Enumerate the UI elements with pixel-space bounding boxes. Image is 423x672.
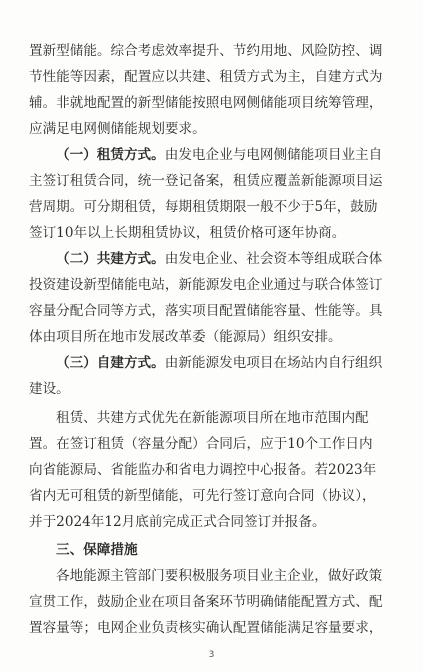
text-span: 由发电企业与电网侧储能项目业主自 <box>164 147 383 163</box>
text-span: 由发电企业、社会资本等组成联合体 <box>164 251 383 267</box>
text-line: 各地能源主管部门要积极服务项目业主企业，做好政策 <box>56 568 383 584</box>
paragraph-self-build-first-line <box>56 353 397 373</box>
text-line: 主签订租赁合同，统一登记备案，租赁应覆盖新能源项目运 <box>29 173 383 189</box>
text-line: 建设。 <box>29 381 70 397</box>
text-line: 向省能源局、省能监办和省电力调控中心报备。若2023年 <box>29 462 377 478</box>
text-line: 容量分配合同等方式，落实项目配置储能容量、性能等。具 <box>29 303 383 319</box>
text-line: 置。在签订租赁（容量分配）合同后，应于10个工作日内 <box>29 436 373 452</box>
text-line: 营周期。可分期租赁，每期租赁期限一般不少于5年，鼓励 <box>29 199 378 215</box>
text-line: 置新型储能。综合考虑效率提升、节约用地、风险防控、调 <box>29 43 383 59</box>
text-line: 投资建设新型储能电站，新能源发电企业通过与联合体签订 <box>29 277 383 293</box>
page-number: 3 <box>208 650 215 660</box>
text-line: 节性能等因素，配置应以共建、租赁方式为主，自建方式为 <box>29 69 383 85</box>
paragraph-rental-first-line <box>56 145 397 165</box>
text-line: 应满足电网侧储能规划要求。 <box>29 121 206 137</box>
text-line: 省内无可租赁的新型储能，可先行签订意向合同（协议）， <box>29 488 376 504</box>
self-build-label: （三）自建方式。 <box>56 355 165 371</box>
text-line: 体由项目所在地市发展改革委（能源局）组织安排。 <box>29 329 342 345</box>
text-line: 宣贯工作，鼓励企业在项目备案环节明确储能配置方式、配 <box>29 594 383 610</box>
text-line: 并于2024年12月底前完成正式合同签订并报备。 <box>29 514 326 530</box>
text-line: 辅。非就地配置的新型储能按照电网侧储能项目统筹管理， <box>29 95 383 111</box>
section-heading: 三、保障措施 <box>56 542 138 558</box>
text-line: 签订10年以上长期租赁协议，租赁价格可逐年协商。 <box>29 225 346 241</box>
text-span: 由新能源发电项目在场站内自行组织 <box>164 355 383 371</box>
text-line: 置容量等；电网企业负责核实确认配置储能满足容量要求， <box>29 620 383 636</box>
paragraph-joint-first-line <box>56 249 397 269</box>
rental-label: （一）租赁方式。 <box>56 147 165 163</box>
joint-label: （二）共建方式。 <box>56 251 165 267</box>
text-line: 租赁、共建方式优先在新能源项目所在地市范围内配 <box>56 410 369 426</box>
